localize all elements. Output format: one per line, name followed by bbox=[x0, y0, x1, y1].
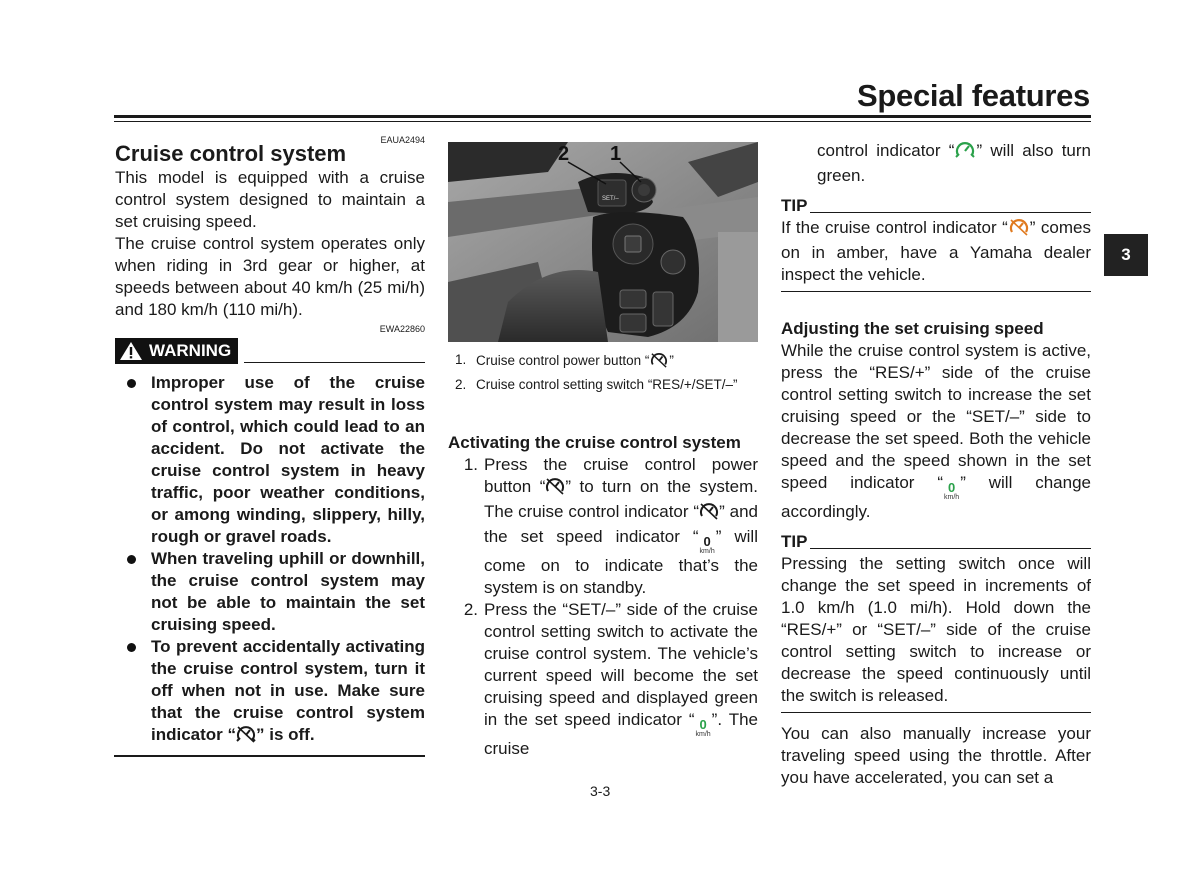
warning-item-text: Improper use of the cruise control system may result in loss of control, which could lead to an accident. Do not activate the cruise control system in heavy traffic, poor weather conditions, or among winding, slippery, hilly, rough or gravel roads. bbox=[151, 373, 425, 546]
adjusting-text-start: While the cruise control system is active, press the “RES/+” side of the cruise control setting switch to increase the set cruising speed or the “SET/–” side to decrease the set speed. Both the vehicle speed and the speed shown in the set speed indicator “ bbox=[781, 341, 1091, 492]
section-heading: Cruise control system bbox=[115, 141, 347, 166]
column-2 bbox=[448, 432, 758, 760]
speed-indicator-value: 0 bbox=[699, 717, 707, 732]
chapter-tab[interactable]: 3 bbox=[1104, 234, 1148, 276]
header-rule-thick bbox=[114, 115, 1091, 118]
intro-paragraph-1: This model is equipped with a cruise control system designed to maintain a set cruising speed. bbox=[115, 168, 425, 231]
warning-code: EWA22860 bbox=[379, 324, 425, 334]
caption-text bbox=[476, 352, 674, 372]
tip-line bbox=[810, 548, 1091, 549]
speed-indicator-unit: km/h bbox=[944, 494, 960, 501]
warning-header-line bbox=[244, 362, 425, 363]
cruise-control-icon bbox=[236, 725, 256, 749]
section-code: EAUA2494 bbox=[380, 135, 425, 145]
tip-line bbox=[810, 212, 1091, 213]
page-header-title: Special features bbox=[857, 78, 1090, 113]
warning-item-text-end: ” is off. bbox=[256, 725, 315, 744]
warning-header bbox=[115, 336, 425, 364]
step-text-part: ” and the set speed indicator “ bbox=[484, 502, 758, 546]
handlebar-switch-photo bbox=[448, 142, 758, 342]
tip-end-rule bbox=[781, 291, 1091, 292]
cruise-control-icon bbox=[649, 352, 669, 372]
throttle-text: You can also manually increase your traveling speed using the throttle. After you have accelerated, you can set a bbox=[781, 724, 1091, 787]
set-speed-indicator-green-icon bbox=[944, 481, 959, 501]
step-text-part: Press the “SET/–” side of the cruise control setting switch to activate the cruise control system. The vehicle’s current speed will become the set cruising speed and displayed green in the set speed indicator “ bbox=[484, 600, 758, 729]
step-item bbox=[448, 599, 758, 760]
set-speed-indicator-green-icon bbox=[696, 718, 711, 738]
photo-captions bbox=[455, 352, 758, 398]
warning-end-rule bbox=[114, 755, 425, 757]
speed-indicator-unit: km/h bbox=[699, 548, 715, 555]
activation-steps bbox=[448, 454, 758, 760]
step-text-part: ” will come on to indicate that’s the system is on standby. bbox=[484, 527, 758, 597]
step-number: 1. bbox=[463, 455, 478, 474]
speed-indicator-value: 0 bbox=[947, 480, 956, 495]
warning-item bbox=[115, 548, 425, 636]
warning-item-text: To prevent accidentally activating the cruise control system, turn it off when not in use. Make sure that the cruise control system indicator “ bbox=[151, 637, 425, 744]
warning-triangle-icon bbox=[119, 341, 143, 361]
warning-list bbox=[115, 372, 425, 749]
warning-badge bbox=[115, 338, 238, 364]
step-text-part: ” to turn on the system. The cruise control indicator “ bbox=[484, 477, 758, 521]
warning-item bbox=[115, 636, 425, 749]
tip-text-end: ” comes on in amber, have a Yamaha dealer inspect the vehicle. bbox=[781, 218, 1091, 284]
tip-text bbox=[781, 217, 1091, 286]
bullet-icon bbox=[127, 555, 136, 564]
warning-item-text: When traveling uphill or downhill, the cruise control system may not be able to maintain the set cruising speed. bbox=[151, 549, 425, 634]
cruise-indicator-icon bbox=[699, 502, 719, 526]
tip-label: TIP bbox=[781, 196, 808, 215]
speed-indicator-unit: km/h bbox=[695, 731, 711, 738]
caption-item bbox=[455, 377, 758, 393]
column-3 bbox=[781, 140, 1091, 789]
continued-text-end: ” will also turn green. bbox=[817, 141, 1091, 185]
adjusting-text-end: ” will change accordingly. bbox=[781, 473, 1091, 521]
adjusting-text bbox=[781, 340, 1091, 523]
intro-text bbox=[115, 167, 425, 321]
column-1 bbox=[115, 135, 425, 749]
step-item bbox=[448, 454, 758, 599]
tip-header bbox=[781, 531, 1091, 553]
continued-text bbox=[781, 140, 1091, 187]
set-speed-indicator-icon bbox=[700, 535, 715, 555]
continued-text-start: control indicator “ bbox=[817, 141, 955, 160]
tip-label: TIP bbox=[781, 532, 808, 551]
intro-paragraph-2: The cruise control system operates only when riding in 3rd gear or higher, at speeds between about 40 km/h (25 mi/h) and 180 km/h (110 mi/h). bbox=[115, 234, 425, 319]
caption-text: Cruise control setting switch “RES/+/SET/–” bbox=[476, 377, 738, 392]
activating-heading: Activating the cruise control system bbox=[448, 433, 741, 452]
step-text-part: Press the cruise control power button “ bbox=[484, 455, 758, 496]
cruise-control-icon bbox=[545, 477, 565, 501]
cruise-indicator-amber-icon bbox=[1008, 218, 1030, 242]
speed-indicator-value: 0 bbox=[703, 534, 711, 549]
page-number: 3-3 bbox=[590, 783, 611, 799]
step-text-part: ”. The cruise bbox=[484, 710, 758, 758]
step-text bbox=[484, 599, 758, 760]
tip-text: Pressing the setting switch once will change the set speed in increments of 1.0 km/h (1.0 mi/h). Hold down the “RES/+” or “SET/–” side of the cruise control setting switch to increase or decrease the speed continuously until the switch is released. bbox=[781, 554, 1091, 705]
photo-callout-1: 1 bbox=[610, 143, 622, 165]
tip-header bbox=[781, 195, 1091, 217]
bullet-icon bbox=[127, 643, 136, 652]
bullet-icon bbox=[127, 379, 136, 388]
header-rule-thin bbox=[114, 121, 1091, 122]
adjusting-heading: Adjusting the set cruising speed bbox=[781, 319, 1044, 338]
warning-item bbox=[115, 372, 425, 548]
tip-text-start: If the cruise control indicator “ bbox=[781, 218, 1008, 237]
step-text bbox=[484, 454, 758, 599]
caption-number: 2. bbox=[455, 377, 467, 392]
caption-item bbox=[455, 352, 758, 372]
step-number: 2. bbox=[463, 600, 478, 619]
photo-callout-2: 2 bbox=[558, 143, 570, 165]
warning-label: WARNING bbox=[149, 341, 232, 360]
handlebar-illustration bbox=[448, 142, 758, 342]
switch-label: SET/– bbox=[602, 196, 619, 202]
tip-end-rule bbox=[781, 712, 1091, 713]
caption-text-end: ” bbox=[669, 353, 674, 368]
cruise-indicator-green-icon bbox=[954, 141, 976, 165]
caption-number: 1. bbox=[455, 352, 467, 367]
caption-text-start: Cruise control power button “ bbox=[476, 353, 650, 368]
